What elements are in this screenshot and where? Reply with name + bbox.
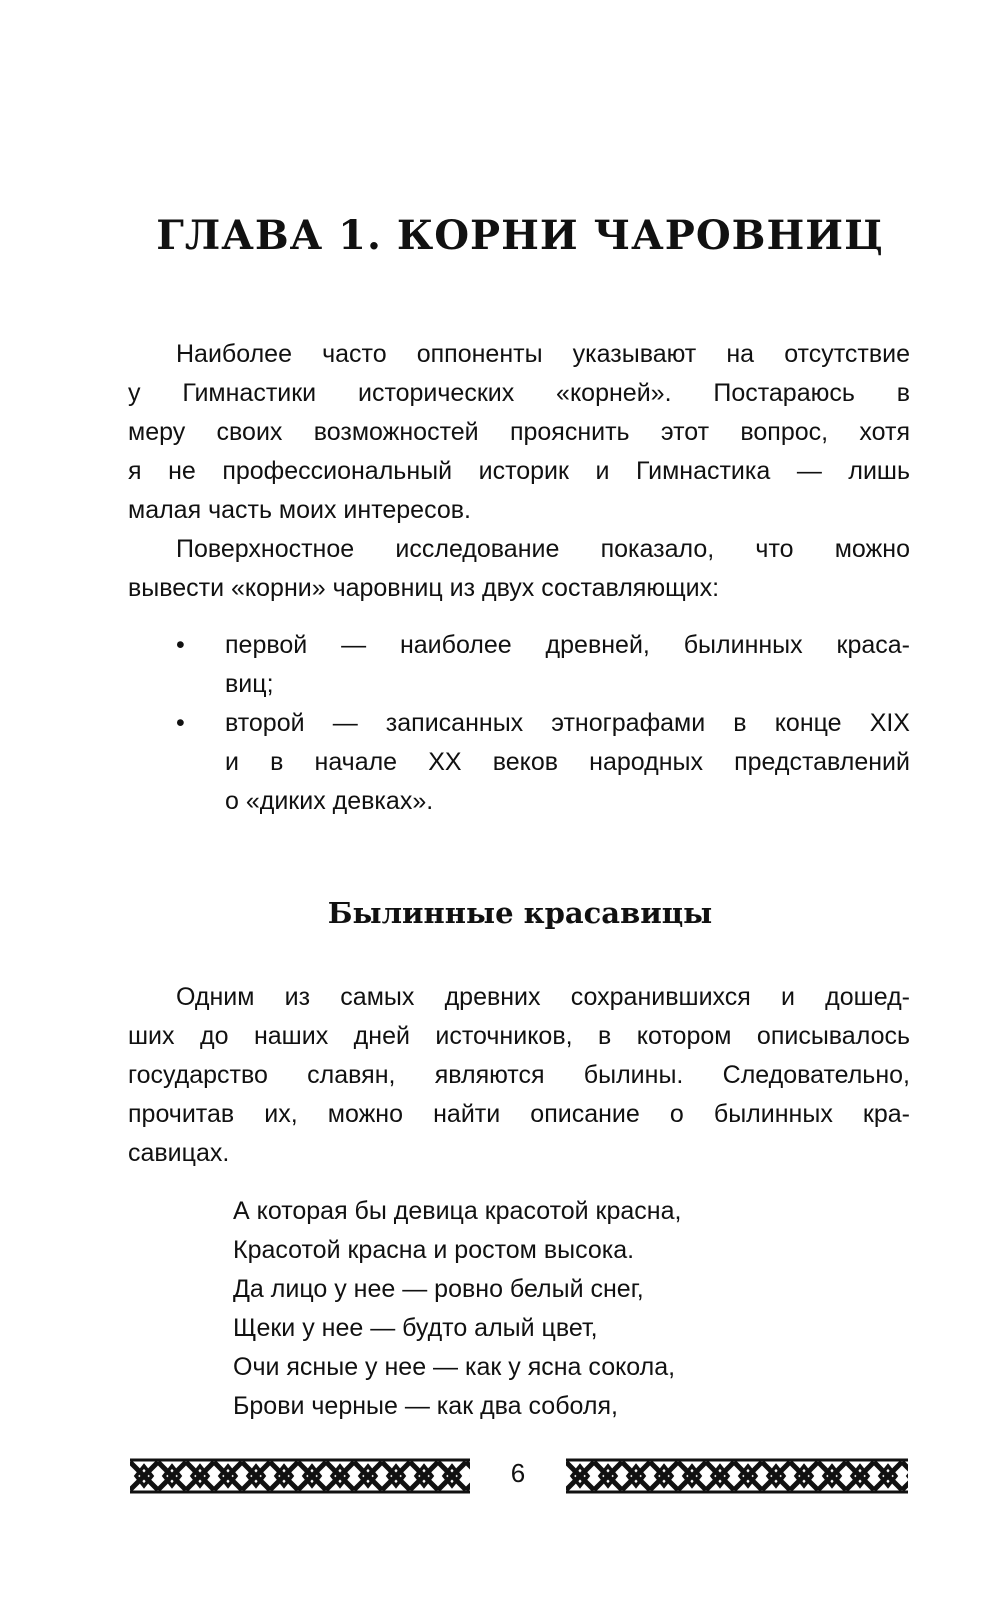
text-line: виц; [225, 670, 274, 698]
text-line: о «диких девках». [225, 787, 434, 815]
intro-text [128, 335, 910, 821]
poem-line: Очи ясные у нее — как у ясна сокола, [233, 1353, 676, 1381]
chapter-title: ГЛАВА 1. КОРНИ ЧАРОВНИЦ [156, 212, 884, 259]
text-line: и в начале XX веков народных представлений [225, 748, 910, 776]
poem-line: Да лицо у нее — ровно белый снег, [233, 1275, 644, 1303]
poem-line: А которая бы девица красотой красна, [233, 1197, 682, 1225]
list-item [128, 704, 910, 821]
text-line: савицах. [128, 1139, 230, 1167]
ornament-right [566, 1458, 908, 1494]
text-line: ших до наших дней источников, в котором описывалось [128, 1022, 910, 1050]
text-line: меру своих возможностей прояснить этот вопрос, хотя [128, 418, 910, 446]
page-number: 6 [510, 1458, 526, 1488]
poem-line: Красотой красна и ростом высока. [233, 1236, 635, 1264]
ornament-left [130, 1458, 470, 1494]
section-paragraph [128, 978, 910, 1173]
section-heading: Былинные красавицы [327, 896, 713, 930]
poem-line: Брови черные — как два соболя, [233, 1392, 618, 1420]
text-line: Поверхностное исследование показало, что можно [176, 535, 910, 563]
poem-line: Щеки у нее — будто алый цвет, [233, 1314, 598, 1342]
text-line: прочитав их, можно найти описание о былинных кра- [128, 1100, 910, 1128]
text-line: второй — записанных этнографами в конце XIX [225, 709, 910, 737]
text-line: у Гимнастики исторических «корней». Постараюсь в [128, 379, 910, 407]
bullet-icon: • [176, 709, 185, 737]
text-line: государство славян, являются былины. Следовательно, [128, 1061, 910, 1089]
text-line: Наиболее часто оппоненты указывают на отсутствие [176, 340, 910, 368]
text-line: малая часть моих интересов. [128, 496, 471, 524]
poem-quote [233, 1192, 681, 1426]
text-line: вывести «корни» чаровниц из двух составляющих: [128, 574, 720, 602]
bullet-icon: • [176, 631, 185, 659]
list-item [128, 626, 910, 704]
text-line: Одним из самых древних сохранившихся и дошед- [176, 983, 910, 1011]
text-line: я не профессиональный историк и Гимнастика — лишь [128, 457, 910, 485]
text-line: первой — наиболее древней, былинных краса- [225, 631, 910, 659]
